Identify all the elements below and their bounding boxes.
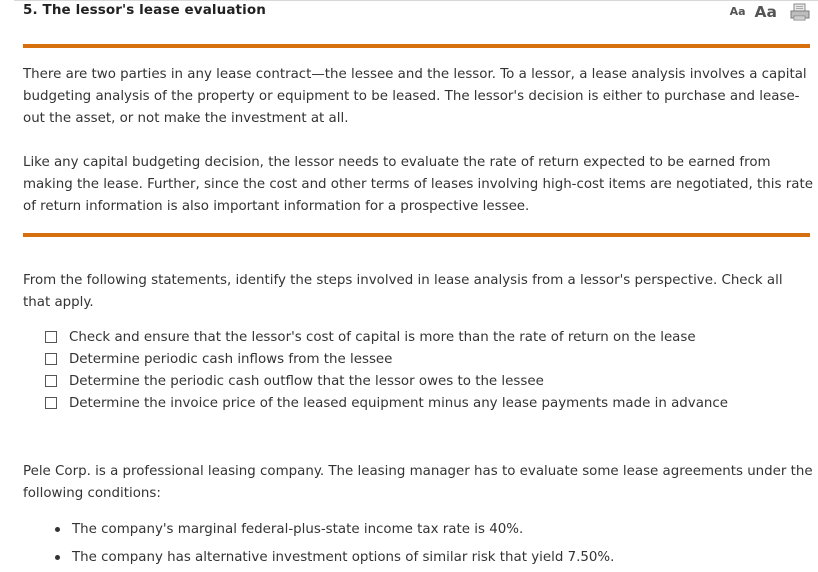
answer-options: [45, 326, 728, 414]
list-item: [55, 515, 614, 543]
list-item: [55, 543, 614, 571]
checkbox[interactable]: [45, 397, 57, 409]
answer-option-label: Determine the invoice price of the leased equipment minus any lease payments made in advance: [69, 395, 729, 411]
intro-paragraph-1: There are two parties in any lease contract—the lessee and the lessor. To a lessor, a lease analysis involves a capital budgeting analysis of the property or equipment to be leased. The lessor's decision is either to purchase and lease-out the asset, or not make the investment at all.: [23, 67, 807, 126]
bullet-icon: [55, 527, 60, 532]
answer-option[interactable]: [45, 326, 728, 348]
intro-paragraph-2: Like any capital budgeting decision, the lessor needs to evaluate the rate of return expected to be earned from making the lease. Further, since the cost and other terms of leases involving high-cost items are negotiated, this rate of return information is also important information for a prospective lessee.: [23, 155, 813, 214]
condition-text: The company's marginal federal-plus-state income tax rate is 40%.: [72, 521, 524, 537]
checkbox[interactable]: [45, 375, 57, 387]
scenario-paragraph: Pele Corp. is a professional leasing company. The leasing manager has to evaluate some lease agreements under the following conditions:: [23, 464, 813, 501]
decrease-font-button[interactable]: Aa: [729, 5, 746, 18]
question-title: 5. The lessor's lease evaluation: [23, 2, 266, 18]
scenario-conditions: [55, 515, 614, 571]
answer-option-label: Determine periodic cash inflows from the lessee: [69, 351, 393, 367]
checkbox[interactable]: [45, 331, 57, 343]
print-icon[interactable]: [790, 3, 810, 21]
answer-option[interactable]: [45, 370, 728, 392]
question-prompt: From the following statements, identify the steps involved in lease analysis from a lessor's perspective. Check all that apply.: [23, 273, 783, 310]
font-size-toolbar: [730, 2, 810, 22]
increase-font-button[interactable]: Aa: [754, 3, 777, 21]
answer-option[interactable]: [45, 348, 728, 370]
answer-option-label: Determine the periodic cash outflow that the lessor owes to the lessee: [69, 373, 544, 389]
bullet-icon: [55, 555, 60, 560]
answer-option-label: Check and ensure that the lessor's cost of capital is more than the rate of return on the lease: [69, 329, 696, 345]
section-divider-bottom: [23, 233, 810, 237]
checkbox[interactable]: [45, 353, 57, 365]
section-divider-top: [23, 44, 810, 48]
answer-option[interactable]: [45, 392, 728, 414]
condition-text: The company has alternative investment options of similar risk that yield 7.50%.: [72, 549, 615, 565]
